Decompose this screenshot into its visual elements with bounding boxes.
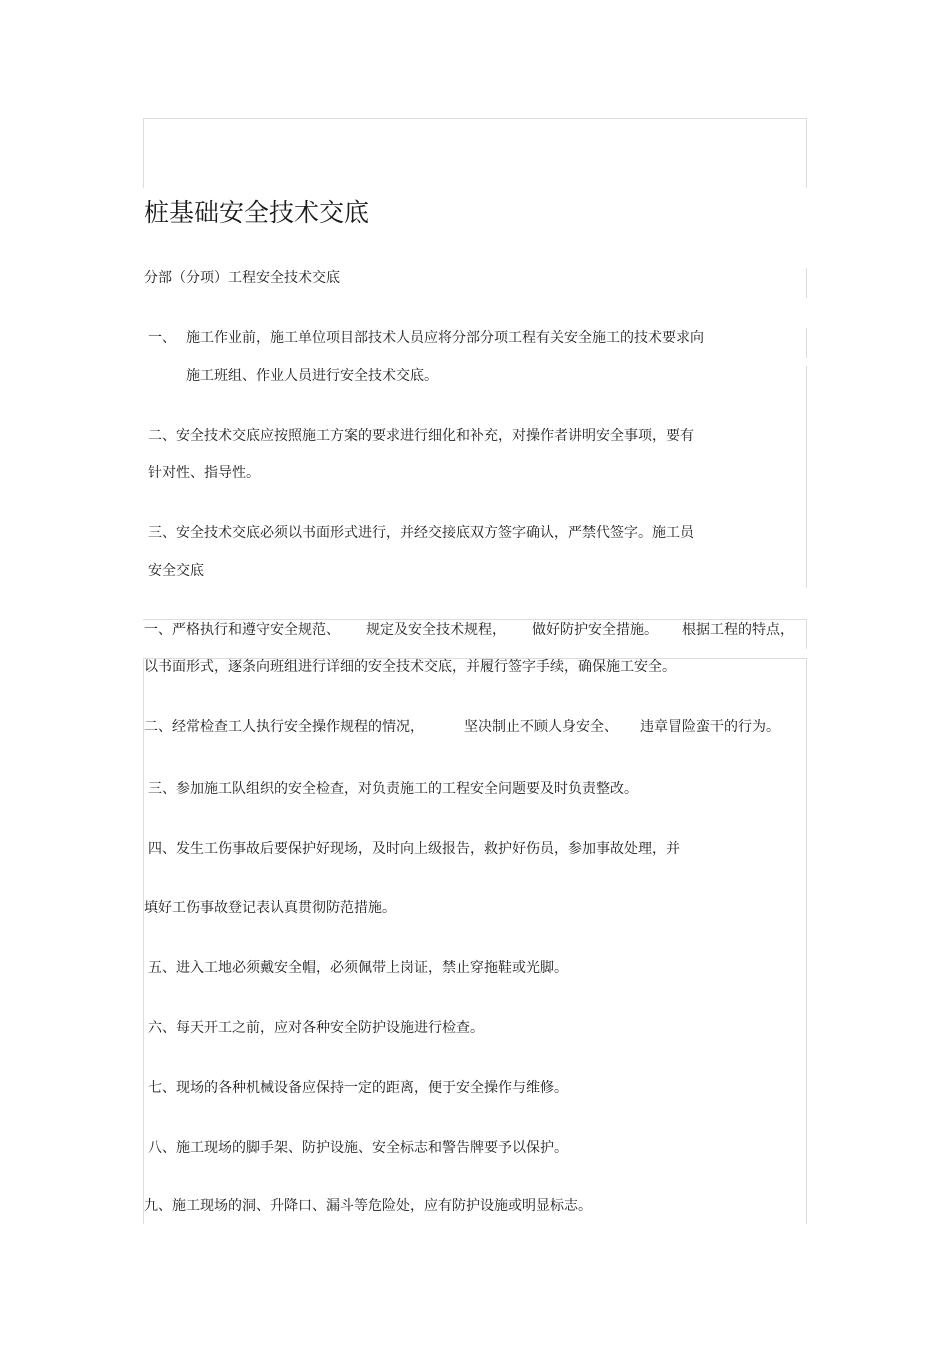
frame-left-line <box>143 658 144 1224</box>
section1-item1-line1: 施工作业前，施工单位项目部技术人员应将分部分项工程有关安全施工的技术要求向 <box>186 330 704 346</box>
frame-right-line <box>806 619 807 649</box>
section1-item3-line2: 安全交底 <box>148 563 204 579</box>
section2-item1-line1 <box>144 620 794 640</box>
section2-item8: 八、施工现场的脚手架、防护设施、安全标志和警告牌要予以保护。 <box>148 1140 568 1156</box>
section1-item1-line2: 施工班组、作业人员进行安全技术交底。 <box>186 368 438 384</box>
section2-item4-line1: 四、发生工伤事故后要保护好现场，及时向上级报告，救护好伤员，参加事故处理，并 <box>148 841 680 857</box>
section2-item1-line2: 以书面形式，逐条向班组进行详细的安全技术交底，并履行签字手续，确保施工安全。 <box>144 659 676 675</box>
frame-right-line <box>806 118 807 188</box>
section2-item6: 六、每天开工之前，应对各种安全防护设施进行检查。 <box>148 1020 484 1036</box>
section2-item1-part-d: 根据工程的特点， <box>682 622 794 638</box>
document-subtitle: 分部（分项）工程安全技术交底 <box>144 270 340 286</box>
frame-right-line <box>806 366 807 588</box>
frame-right-line <box>806 328 807 358</box>
section2-item2-part-c: 违章冒险蛮干的行为。 <box>640 719 780 735</box>
section2-item2-part-b: 坚决制止不顾人身安全、 <box>464 719 618 735</box>
section2-item2 <box>144 717 780 737</box>
document-title: 桩基础安全技术交底 <box>144 198 370 227</box>
section1-item1-number: 一、 <box>148 330 176 346</box>
section2-item1-part-b: 规定及安全技术规程， <box>366 622 506 638</box>
section2-item1-part-a: 一、严格执行和遵守安全规范、 <box>144 622 340 638</box>
section1-item2-line1: 二、安全技术交底应按照施工方案的要求进行细化和补充，对操作者讲明安全事项，要有 <box>148 428 694 444</box>
frame-right-line <box>806 658 807 1224</box>
section2-item9: 九、施工现场的洞、升降口、漏斗等危险处，应有防护设施或明显标志。 <box>144 1198 592 1214</box>
section2-item4-line2: 填好工伤事故登记表认真贯彻防范措施。 <box>144 900 396 916</box>
section2-item1-part-c: 做好防护安全措施。 <box>532 622 658 638</box>
section1-item3-line1: 三、安全技术交底必须以书面形式进行，并经交接底双方签字确认，严禁代签字。施工员 <box>148 525 694 541</box>
section1-item2-line2: 针对性、指导性。 <box>148 465 260 481</box>
section2-item3: 三、参加施工队组织的安全检查，对负责施工的工程安全问题要及时负责整改。 <box>148 781 638 797</box>
section2-item5: 五、进入工地必须戴安全帽，必须佩带上岗证，禁止穿拖鞋或光脚。 <box>148 960 568 976</box>
section2-item2-part-a: 二、经常检查工人执行安全操作规程的情况， <box>144 719 424 735</box>
section2-item7: 七、现场的各种机械设备应保持一定的距离，便于安全操作与维修。 <box>148 1080 568 1096</box>
frame-right-line <box>806 268 807 298</box>
frame-left-line <box>143 118 144 188</box>
frame-top-line <box>143 118 807 119</box>
